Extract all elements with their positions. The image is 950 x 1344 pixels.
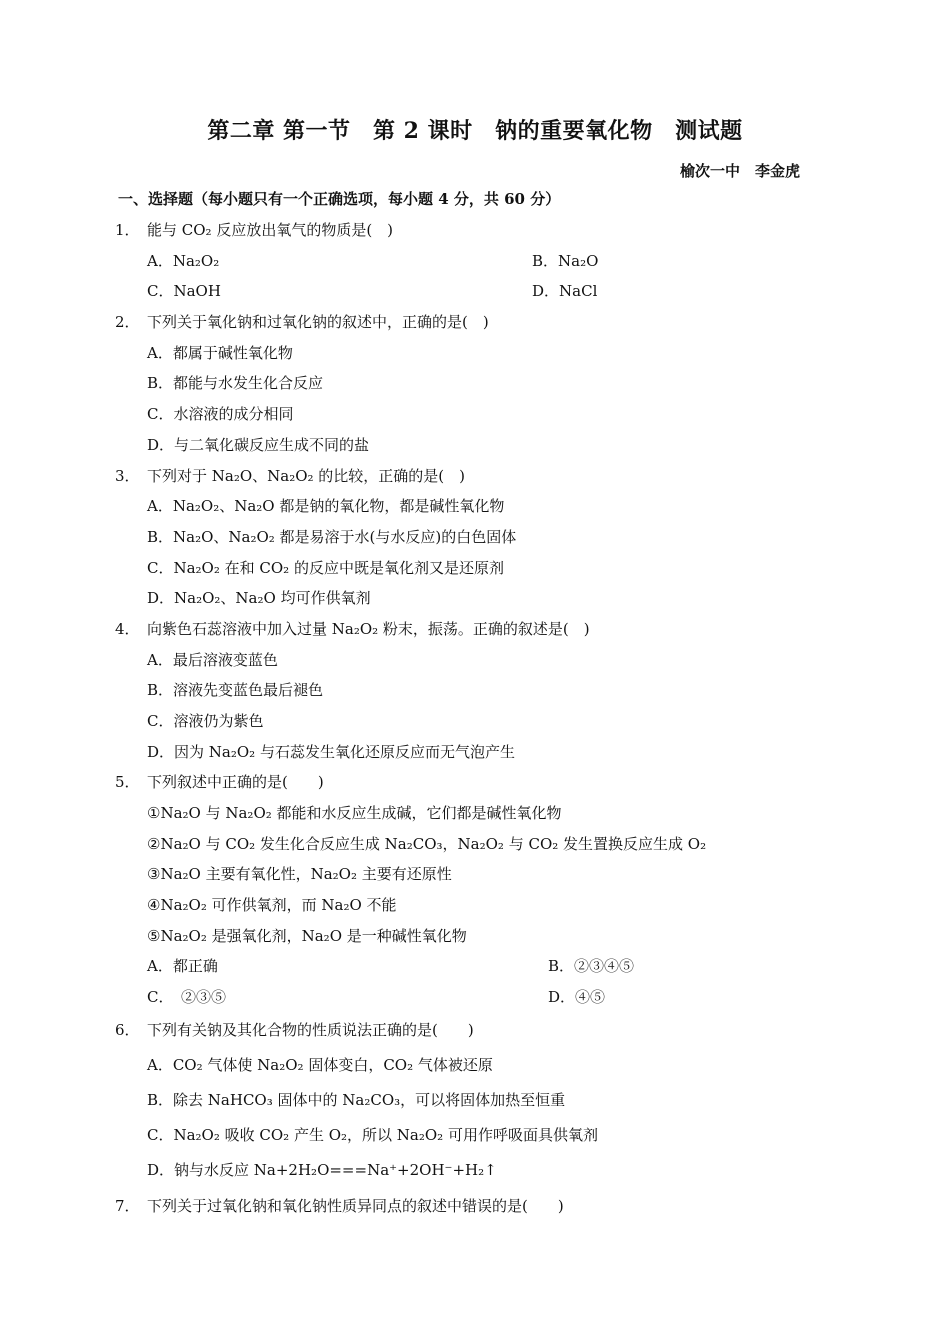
- statement: ④Na₂O₂ 可作供氧剂，而 Na₂O 不能: [147, 896, 397, 914]
- option: C．水溶液的成分相同: [147, 405, 294, 423]
- statement: ③Na₂O 主要有氧化性，Na₂O₂ 主要有还原性: [147, 865, 452, 883]
- option: C． ②③⑤: [147, 988, 226, 1006]
- option: B．Na₂O、Na₂O₂ 都是易溶于水(与水反应)的白色固体: [147, 528, 517, 546]
- question-number: 5．: [115, 773, 140, 791]
- statement: ⑤Na₂O₂ 是强氧化剂，Na₂O 是一种碱性氧化物: [147, 927, 467, 945]
- section-heading: 一、选择题（每小题只有一个正确选项，每小题 4 分，共 60 分）: [118, 190, 561, 208]
- option: A．都正确: [147, 957, 218, 975]
- question-number: 7．: [115, 1197, 140, 1215]
- option: D．因为 Na₂O₂ 与石蕊发生氧化还原反应而无气泡产生: [147, 743, 515, 761]
- question-text: 下列叙述中正确的是( ): [147, 773, 324, 791]
- option: A．都属于碱性氧化物: [147, 344, 293, 362]
- option: B．溶液先变蓝色最后褪色: [147, 681, 324, 699]
- option: D．NaCl: [532, 282, 598, 300]
- option: A．最后溶液变蓝色: [147, 651, 278, 669]
- option: D．钠与水反应 Na+2H₂O===Na⁺+2OH⁻+H₂↑: [147, 1161, 497, 1179]
- option: C．Na₂O₂ 在和 CO₂ 的反应中既是氧化剂又是还原剂: [147, 559, 504, 577]
- question-text: 能与 CO₂ 反应放出氧气的物质是( ): [147, 221, 394, 239]
- option: C．Na₂O₂ 吸收 CO₂ 产生 O₂，所以 Na₂O₂ 可用作呼吸面具供氧剂: [147, 1126, 598, 1144]
- statement: ②Na₂O 与 CO₂ 发生化合反应生成 Na₂CO₃，Na₂O₂ 与 CO₂ 发生置换反应生成 O₂: [147, 835, 707, 853]
- option: B．Na₂O: [532, 252, 599, 270]
- question-number: 2．: [115, 313, 140, 331]
- question-text: 下列关于过氧化钠和氧化钠性质异同点的叙述中错误的是( ): [147, 1197, 564, 1215]
- option: D．与二氧化碳反应生成不同的盐: [147, 436, 370, 454]
- option: A．Na₂O₂: [147, 252, 220, 270]
- option: B．除去 NaHCO₃ 固体中的 Na₂CO₃，可以将固体加热至恒重: [147, 1091, 566, 1109]
- question-number: 3．: [115, 467, 140, 485]
- question-text: 下列关于氧化钠和过氧化钠的叙述中，正确的是( ): [147, 313, 489, 331]
- option: C．溶液仍为紫色: [147, 712, 264, 730]
- question-text: 向紫色石蕊溶液中加入过量 Na₂O₂ 粉末，振荡。正确的叙述是( ): [147, 620, 590, 638]
- statement: ①Na₂O 与 Na₂O₂ 都能和水反应生成碱，它们都是碱性氧化物: [147, 804, 562, 822]
- option: D．Na₂O₂、Na₂O 均可作供氧剂: [147, 589, 371, 607]
- option: A．CO₂ 气体使 Na₂O₂ 固体变白，CO₂ 气体被还原: [147, 1056, 493, 1074]
- option: B．都能与水发生化合反应: [147, 374, 324, 392]
- option: B．②③④⑤: [548, 957, 635, 975]
- option: A．Na₂O₂、Na₂O 都是钠的氧化物，都是碱性氧化物: [147, 497, 505, 515]
- page-title: 第二章 第一节 第 2 课时 钠的重要氧化物 测试题: [207, 118, 743, 144]
- question-number: 4．: [115, 620, 140, 638]
- question-text: 下列对于 Na₂O、Na₂O₂ 的比较，正确的是( ): [147, 467, 466, 485]
- question-text: 下列有关钠及其化合物的性质说法正确的是( ): [147, 1021, 474, 1039]
- question-number: 1．: [115, 221, 140, 239]
- author-line: 榆次一中 李金虎: [679, 162, 800, 180]
- option: C．NaOH: [147, 282, 221, 300]
- question-number: 6．: [115, 1021, 140, 1039]
- option: D．④⑤: [548, 988, 606, 1006]
